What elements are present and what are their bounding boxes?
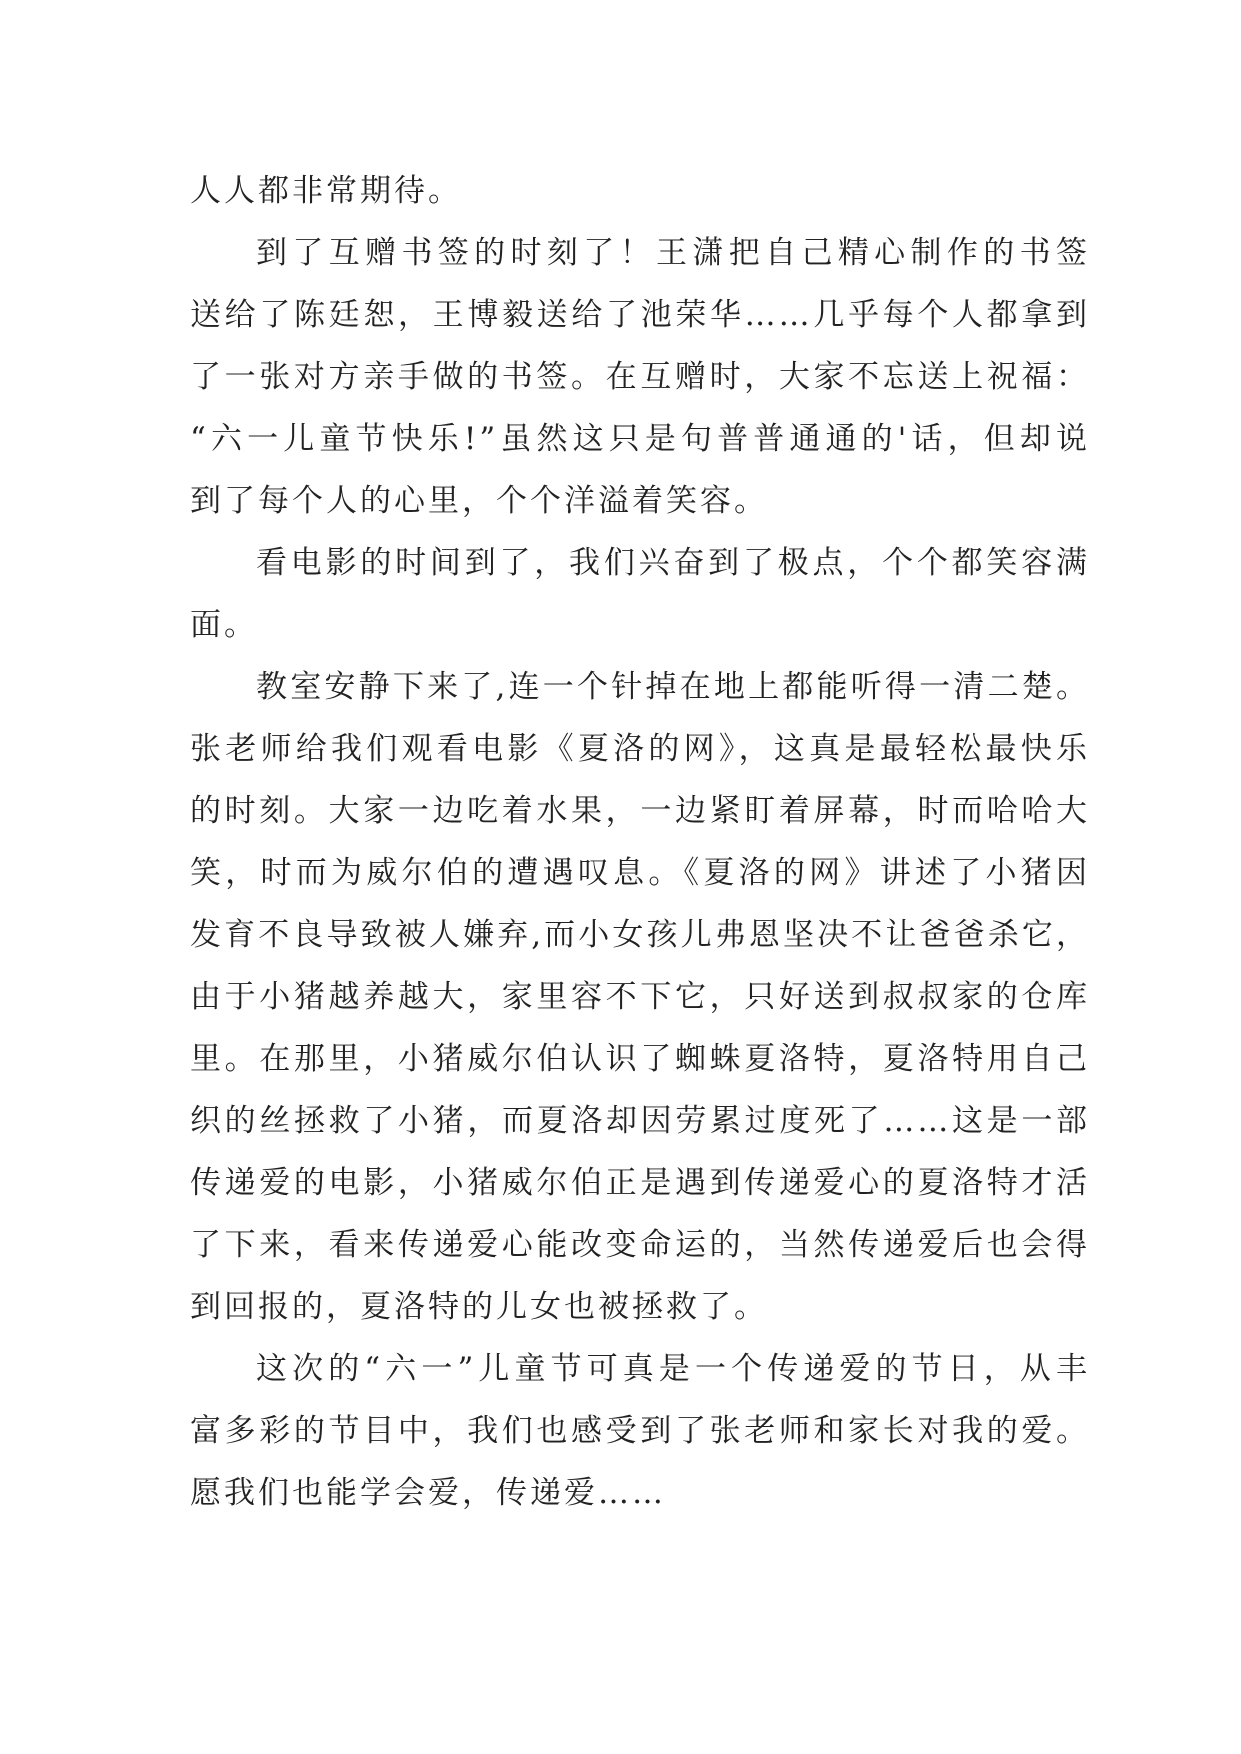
essay-body xyxy=(190,160,1090,1524)
text-line: 这次的“六一”儿童节可真是一个传递爱的节日，从丰 xyxy=(256,1351,1090,1387)
text-line: 传递爱的电影，小猪威尔伯正是遇到传递爱心的夏洛特才活 xyxy=(190,1165,1090,1201)
text-line: 富多彩的节目中，我们也感受到了张老师和家长对我的爱。 xyxy=(190,1413,1090,1449)
text-line: 看电影的时间到了，我们兴奋到了极点，个个都笑容满 xyxy=(256,545,1090,581)
text-line: 到回报的，夏洛特的儿女也被拯救了。 xyxy=(190,1289,768,1325)
text-line: 笑，时而为威尔伯的遭遇叹息。《夏洛的网》讲述了小猪因 xyxy=(190,855,1090,891)
text-line: 张老师给我们观看电影《夏洛的网》，这真是最轻松最快乐 xyxy=(190,731,1090,767)
text-line: 面。 xyxy=(190,607,258,643)
text-line: 的时刻。大家一边吃着水果，一边紧盯着屏幕，时而哈哈大 xyxy=(190,793,1090,829)
text-line: 发育不良导致被人嫌弃,而小女孩儿弗恩坚决不让爸爸杀它， xyxy=(190,917,1090,953)
text-line: 人人都非常期待。 xyxy=(190,173,462,209)
text-line: 了下来，看来传递爱心能改变命运的，当然传递爱后也会得 xyxy=(190,1227,1090,1263)
text-line: “六一儿童节快乐!”虽然这只是句普普通通的'话，但却说 xyxy=(190,421,1090,457)
text-line: 到了每个人的心里，个个洋溢着笑容。 xyxy=(190,483,768,519)
text-line: 到了互赠书签的时刻了！王潇把自己精心制作的书签 xyxy=(256,235,1090,271)
text-line: 教室安静下来了,连一个针掉在地上都能听得一清二楚。 xyxy=(256,669,1090,705)
text-line: 由于小猪越养越大，家里容不下它，只好送到叔叔家的仓库 xyxy=(190,979,1090,1015)
text-line: 了一张对方亲手做的书签。在互赠时，大家不忘送上祝福： xyxy=(190,359,1090,395)
text-line: 送给了陈廷恕，王博毅送给了池荣华……几乎每个人都拿到 xyxy=(190,297,1090,333)
text-line: 织的丝拯救了小猪，而夏洛却因劳累过度死了……这是一部 xyxy=(190,1103,1090,1139)
text-line: 里。在那里，小猪威尔伯认识了蜘蛛夏洛特，夏洛特用自己 xyxy=(190,1041,1090,1077)
text-line: 愿我们也能学会爱，传递爱…… xyxy=(190,1475,666,1511)
